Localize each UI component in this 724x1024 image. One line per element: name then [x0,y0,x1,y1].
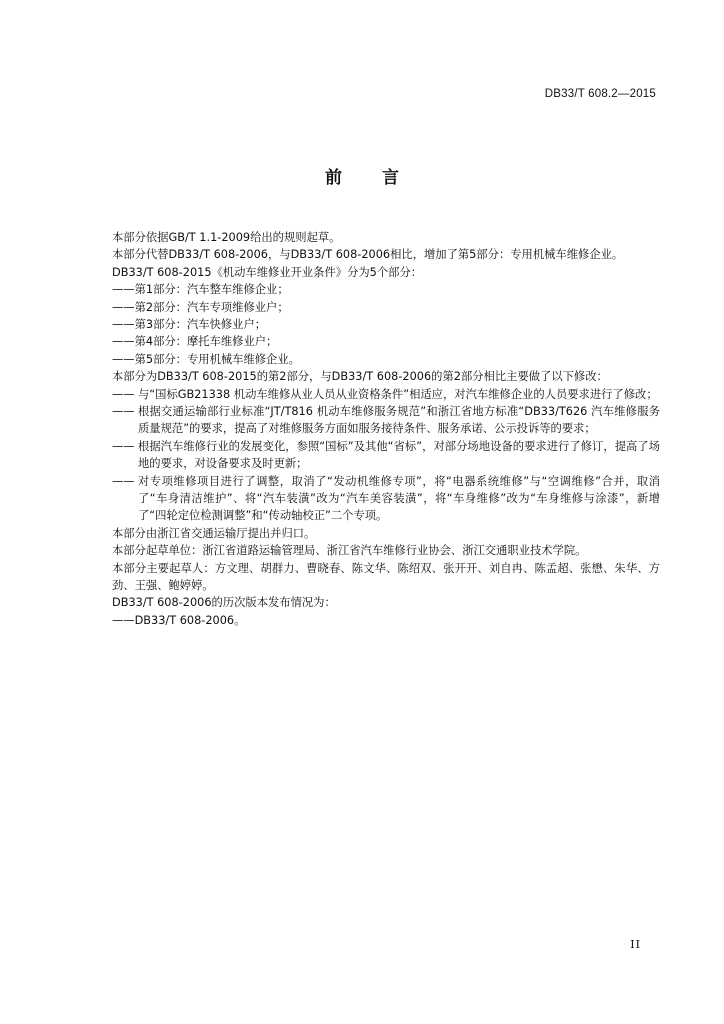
dash-marker: —— [112,335,135,349]
foreword-body [112,229,660,629]
list-item-text: 第3部分：汽车快修业户； [134,317,267,331]
page-number: II [630,938,641,951]
dash-marker: —— [112,352,135,366]
change-item [112,386,660,403]
dash-marker: —— [112,439,135,453]
list-item [112,612,660,629]
paragraph: 本部分为DB33/T 608-2015的第2部分，与DB33/T 608-2006的第2部分相比主要做了以下修改： [112,370,608,384]
list-item [112,333,660,350]
page-title: 前言 [325,168,439,188]
list-item [112,351,660,368]
dash-marker: —— [112,613,135,627]
list-item [112,281,660,298]
paragraph: 本部分起草单位：浙江省道路运输管理局、浙江省汽车维修行业协会、浙江交通职业技术学院。 [112,544,587,558]
list-item-text: DB33/T 608-2006。 [134,613,246,627]
dash-marker: —— [112,300,135,314]
change-item-text: 与“国标GB21338 机动车维修从业人员从业资格条件”相适应，对汽车维修企业的人员要求进行了修改； [138,387,658,401]
list-item [112,316,660,333]
document-id: DB33/T 608.2—2015 [544,88,656,100]
list-item-text: 第5部分：专用机械车维修企业。 [134,352,300,366]
list-item-text: 第4部分：摩托车维修业户； [134,335,278,349]
paragraph: 本部分代替DB33/T 608-2006，与DB33/T 608-2006相比，增加了第5部分：专用机械车维修企业。 [112,248,624,262]
dash-marker: —— [112,283,135,297]
dash-marker: —— [112,387,135,401]
change-item-text: 根据交通运输部行业标准“JT/T816 机动车维修服务规范”和浙江省地方标准“DB33/T626 汽车维修服务质量规范”的要求，提高了对维修服务方面如服务接待条件、服务承诺、公示投诉等的要求； [138,404,660,436]
dash-marker: —— [112,404,135,418]
change-item [112,438,660,473]
paragraph: DB33/T 608-2006的历次版本发布情况为： [112,596,336,610]
change-item [112,403,660,438]
list-item-text: 第1部分：汽车整车维修企业； [134,283,289,297]
paragraph: 本部分由浙江省交通运输厅提出并归口。 [112,526,316,540]
paragraph: 本部分依据GB/T 1.1-2009给出的规则起草。 [112,231,341,244]
paragraph: DB33/T 608-2015《机动车维修业开业条件》分为5个部分： [112,265,423,279]
drafters-text: 本部分主要起草人：方文理、胡群力、曹晓春、陈文华、陈绍双、张开开、刘自冉、陈孟超、张懋、朱华、方劲、王强、鲍婷婷。 [112,561,660,592]
list-item [112,299,660,316]
dash-marker: —— [112,474,135,488]
change-item-text: 对专项维修项目进行了调整，取消了“发动机维修专项”，将“电器系统维修”与“空调维修”合并，取消了“车身清洁维护”、将“汽车装潢”改为“汽车美容装潢”，将“车身维修”改为“车身维修与涂漆”，新增了“四轮定位检测调整”和“传动轴校正”二个专项。 [138,474,660,523]
dash-marker: —— [112,317,135,331]
list-item-text: 第2部分：汽车专项维修业户； [134,300,289,314]
paragraph [112,560,660,595]
change-item-text: 根据汽车维修行业的发展变化，参照“国标”及其他“省标”，对部分场地设备的要求进行了修订，提高了场地的要求，对设备要求及时更新； [138,439,660,471]
change-item [112,473,660,525]
